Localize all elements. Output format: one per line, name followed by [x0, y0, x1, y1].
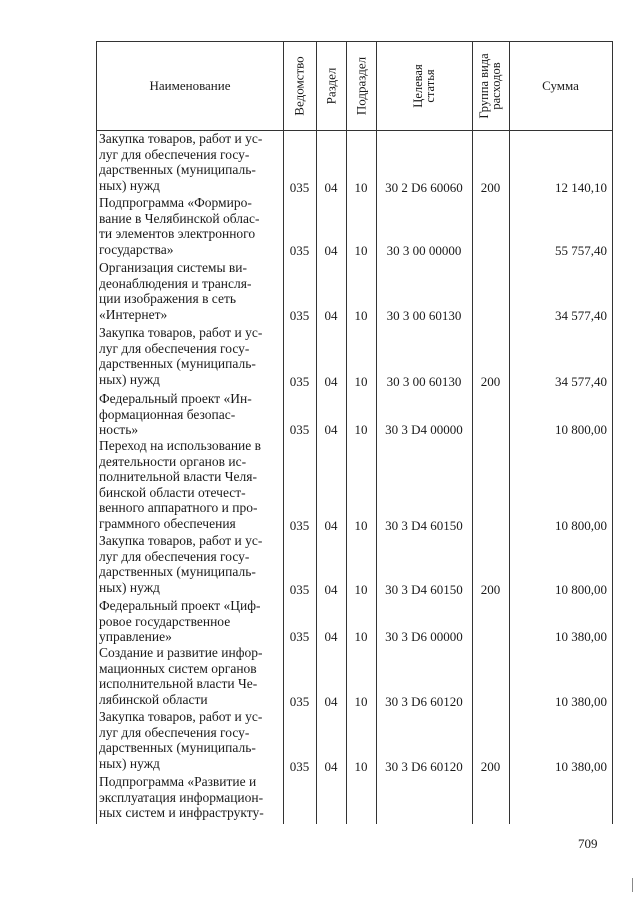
cell-vedomstvo: 035	[289, 374, 310, 389]
budget-table	[96, 41, 613, 824]
header-name: Наименование	[149, 78, 231, 93]
cell-gruppa: 200	[480, 582, 501, 597]
name-line: ных) нужд	[99, 579, 160, 595]
name-line: венного аппаратного и про-	[99, 500, 258, 515]
name-line: мационных систем органов	[99, 660, 257, 676]
name-line: эксплуатация информацион-	[99, 789, 264, 805]
name-line: формационная безопас-	[99, 406, 236, 422]
name-line: бинской области отечест-	[99, 484, 246, 500]
scan-edge-mark	[632, 878, 633, 892]
cell-podrazdel: 10	[354, 180, 368, 195]
cell-vedomstvo: 035	[289, 422, 310, 437]
name-line: дарственных (муниципаль-	[99, 356, 256, 371]
name-line: дарственных (муниципаль-	[99, 564, 256, 579]
cell-podrazdel: 10	[354, 629, 368, 644]
name-line: ции изображения в сеть	[99, 291, 237, 306]
cell-razdel: 04	[324, 243, 338, 258]
cell-podrazdel: 10	[354, 694, 368, 709]
cell-summa: 10 800,00	[555, 518, 607, 533]
name-line: деятельности органов ис-	[99, 453, 247, 469]
cell-podrazdel: 10	[354, 374, 368, 389]
name-line: деонаблюдения и трансля-	[99, 275, 252, 291]
name-line: полнительной власти Челя-	[99, 469, 257, 484]
cell-razdel: 04	[324, 374, 338, 389]
name-line: Подпрограмма «Формиро-	[99, 195, 252, 210]
cell-podrazdel: 10	[354, 308, 368, 323]
name-line: дарственных (муниципаль-	[99, 162, 256, 177]
row-name	[99, 774, 278, 821]
name-line: граммного обеспечения	[99, 515, 236, 531]
cell-podrazdel: 10	[354, 422, 368, 437]
row-name	[99, 195, 278, 257]
header-celevaya-line2: статья	[423, 69, 437, 103]
header-celevaya	[412, 64, 436, 107]
name-line: луг для обеспечения госу-	[99, 548, 250, 564]
name-line: ти элементов электронного	[99, 226, 256, 241]
cell-celevaya: 30 2 D6 60060	[385, 180, 463, 195]
name-line: ных) нужд	[99, 755, 160, 771]
name-line: луг для обеспечения госу-	[99, 724, 250, 740]
name-line: государства»	[99, 241, 174, 257]
cell-celevaya: 30 3 00 60130	[386, 308, 462, 323]
name-line: Организация системы ви-	[99, 260, 248, 275]
cell-celevaya: 30 3 D4 60150	[385, 582, 463, 597]
name-line: луг для обеспечения госу-	[99, 340, 250, 356]
cell-razdel: 04	[324, 694, 338, 709]
cell-celevaya: 30 3 D6 60120	[385, 759, 463, 774]
name-line: исполнительной власти Че-	[99, 676, 258, 691]
cell-vedomstvo: 035	[289, 243, 310, 258]
cell-summa: 10 800,00	[555, 422, 607, 437]
cell-summa: 34 577,40	[555, 308, 607, 323]
page-number: 709	[578, 836, 598, 851]
cell-razdel: 04	[324, 629, 338, 644]
row-name	[99, 533, 278, 595]
cell-vedomstvo: 035	[289, 308, 310, 323]
row-name	[99, 438, 278, 531]
cell-razdel: 04	[324, 180, 338, 195]
row-name	[99, 131, 278, 193]
name-line: ровое государственное	[99, 613, 231, 629]
cell-razdel: 04	[324, 759, 338, 774]
cell-podrazdel: 10	[354, 759, 368, 774]
cell-razdel: 04	[324, 582, 338, 597]
header-gruppa	[478, 53, 502, 118]
cell-vedomstvo: 035	[289, 582, 310, 597]
row-name	[99, 598, 278, 645]
header-gruppa-line1: Группа вида	[477, 53, 491, 119]
name-line: Создание и развитие инфор-	[99, 645, 263, 660]
header-vedomstvo: Ведомство	[291, 56, 307, 116]
row-name	[99, 645, 278, 707]
cell-gruppa: 200	[480, 180, 501, 195]
name-line: луг для обеспечения госу-	[99, 146, 250, 162]
cell-celevaya: 30 3 D6 60120	[385, 694, 463, 709]
cell-vedomstvo: 035	[289, 518, 310, 533]
cell-gruppa: 200	[480, 759, 501, 774]
name-line: Закупка товаров, работ и ус-	[99, 533, 263, 548]
name-line: Переход на использование в	[99, 438, 262, 453]
cell-podrazdel: 10	[354, 582, 368, 597]
name-line: Федеральный проект «Циф-	[99, 598, 261, 613]
cell-celevaya: 30 3 D4 60150	[385, 518, 463, 533]
cell-vedomstvo: 035	[289, 629, 310, 644]
name-line: лябинской области	[99, 691, 208, 707]
row-name	[99, 325, 278, 387]
name-line: вание в Челябинской облас-	[99, 210, 260, 226]
header-podrazdel: Подраздел	[353, 56, 369, 116]
cell-summa: 10 380,00	[555, 759, 607, 774]
cell-summa: 55 757,40	[555, 243, 607, 258]
cell-razdel: 04	[324, 422, 338, 437]
header-razdel: Раздел	[323, 67, 339, 105]
name-line: ных) нужд	[99, 371, 160, 387]
cell-vedomstvo: 035	[289, 180, 310, 195]
cell-vedomstvo: 035	[289, 759, 310, 774]
name-line: Подпрограмма «Развитие и	[99, 774, 257, 789]
header-summa: Сумма	[542, 78, 579, 93]
cell-summa: 10 800,00	[555, 582, 607, 597]
name-line: управление»	[99, 629, 172, 644]
cell-celevaya: 30 3 00 60130	[386, 374, 462, 389]
cell-razdel: 04	[324, 518, 338, 533]
name-line: ность»	[99, 422, 139, 437]
cell-gruppa: 200	[480, 374, 501, 389]
name-line: ных систем и инфраструкту-	[99, 805, 264, 820]
cell-summa: 34 577,40	[555, 374, 607, 389]
name-line: Закупка товаров, работ и ус-	[99, 325, 263, 340]
name-line: Закупка товаров, работ и ус-	[99, 131, 263, 146]
row-name	[99, 709, 278, 771]
cell-summa: 10 380,00	[555, 694, 607, 709]
cell-vedomstvo: 035	[289, 694, 310, 709]
row-name	[99, 260, 278, 322]
cell-podrazdel: 10	[354, 243, 368, 258]
row-name	[99, 391, 278, 438]
name-line: «Интернет»	[99, 306, 168, 322]
name-line: Закупка товаров, работ и ус-	[99, 709, 263, 724]
cell-celevaya: 30 3 D4 00000	[385, 422, 463, 437]
header-celevaya-line1: Целевая	[411, 64, 425, 108]
column-divider	[472, 42, 473, 824]
cell-celevaya: 30 3 D6 00000	[385, 629, 463, 644]
name-line: ных) нужд	[99, 177, 160, 193]
cell-celevaya: 30 3 00 00000	[386, 243, 462, 258]
name-line: дарственных (муниципаль-	[99, 740, 256, 755]
cell-razdel: 04	[324, 308, 338, 323]
cell-summa: 10 380,00	[555, 629, 607, 644]
name-line: Федеральный проект «Ин-	[99, 391, 252, 406]
header-gruppa-line2: расходов	[489, 62, 503, 110]
cell-podrazdel: 10	[354, 518, 368, 533]
cell-summa: 12 140,10	[555, 180, 607, 195]
